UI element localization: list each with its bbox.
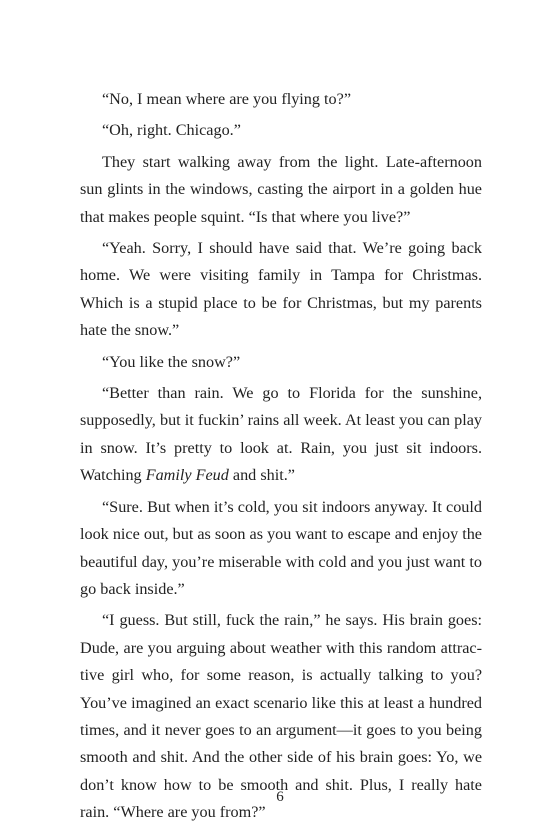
paragraph	[80, 380, 482, 490]
paragraph	[80, 117, 482, 144]
paragraph	[80, 149, 482, 231]
text-run: “I guess. But still, fuck the rain,” he says. His brain goes: Dude, are you arguing about weather with this random attractive girl who, for some reason, is actually talking to you? You’ve imagined an exact scenario like this at least a hundred times, and it never goes to an argument—it goes to you being smooth and shit. And the other side of his brain goes: Yo, we don’t know how to be smooth and shit. Plus, I really hate rain. “Where are you from?”	[80, 611, 482, 822]
text-run: “Better than rain. We go to Florida for the sunshine, supposedly, but it fuckin’ rains all week. At least you can play in snow. It’s pretty to look at. Rain, you just sit indoors. Watching	[80, 384, 482, 485]
page-number: 6	[276, 789, 284, 805]
text-run: “You like the snow?”	[102, 352, 241, 371]
text-run: “Yeah. Sorry, I should have said that. We’re going back home. We were visiting family in Tampa for Christmas. Which is a stupid place to be for Christmas, but my parents hate the snow.”	[80, 239, 482, 340]
text-run: “No, I mean where are you flying to?”	[102, 90, 352, 108]
text-run: and shit.”	[228, 466, 295, 485]
paragraph	[80, 349, 482, 376]
text-run: They start walking away from the light. Late-afternoon sun glints in the windows, casting the airport in a golden hue that makes people squint. “Is that where you live?”	[80, 152, 482, 226]
paragraph	[80, 86, 482, 113]
italic-title: Family Feud	[145, 466, 229, 485]
text-run: “Oh, right. Chicago.”	[102, 121, 241, 140]
text-run: “Sure. But when it’s cold, you sit indoors anyway. It could look nice out, but as soon as you want to escape and enjoy the beautiful day, you’re miserable with cold and you just want to go back inside.”	[80, 497, 482, 598]
page-body	[80, 86, 482, 831]
paragraph	[80, 494, 482, 604]
paragraph	[80, 235, 482, 345]
